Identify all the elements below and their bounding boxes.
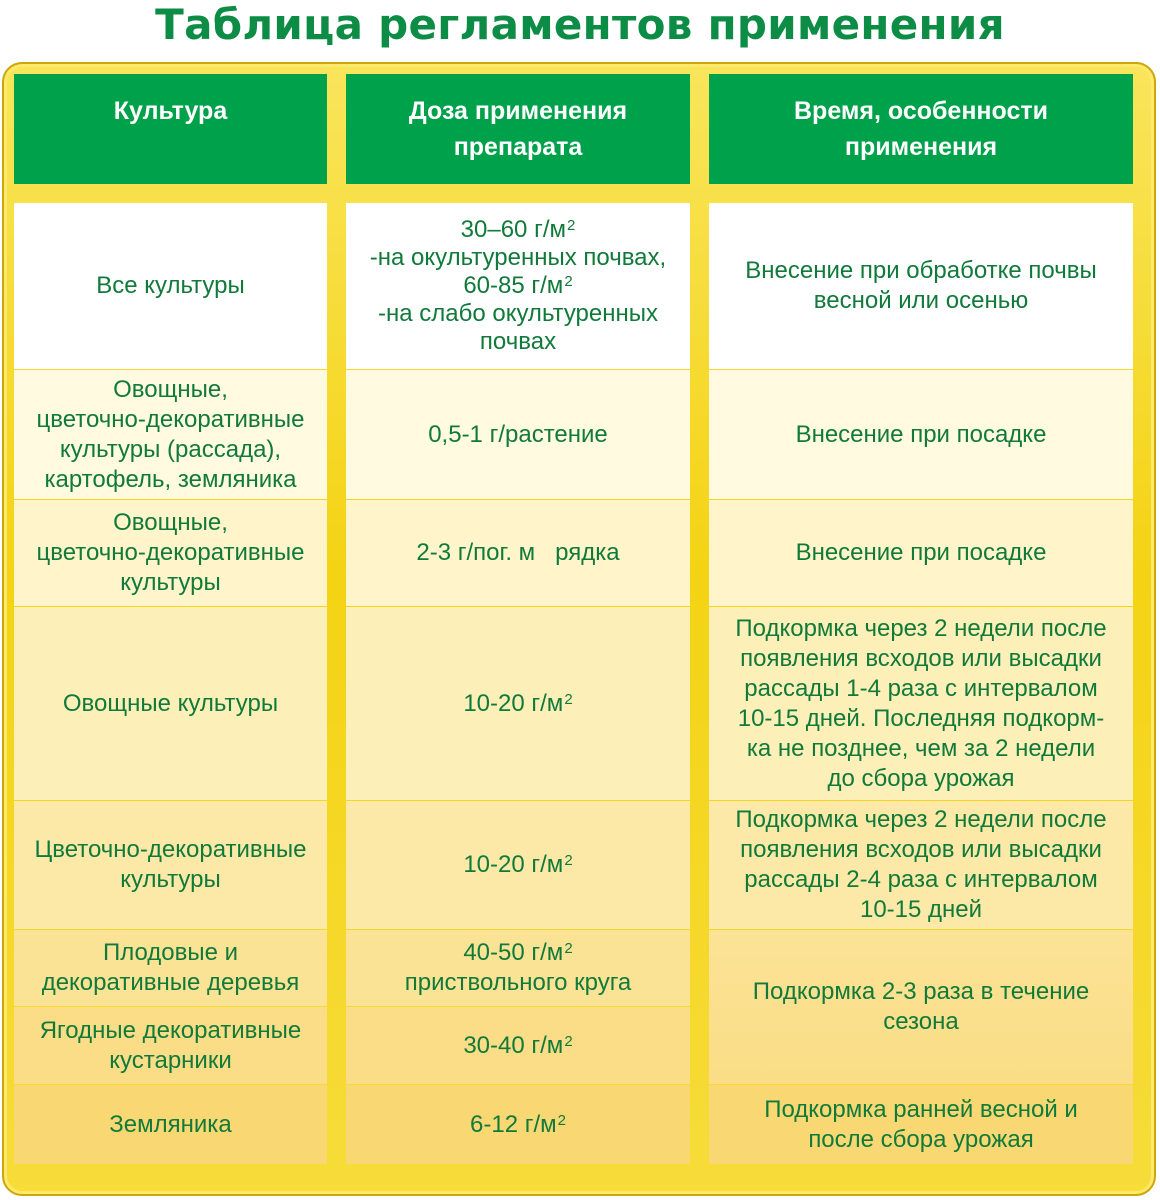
cell-line: 10-15 дней. Последняя подкорм- bbox=[737, 704, 1105, 732]
cell-line: Внесение при посадке bbox=[795, 539, 1047, 566]
header-dose bbox=[346, 74, 690, 184]
cell-time-seedlings bbox=[709, 370, 1133, 499]
cell-line: почвах bbox=[479, 328, 557, 355]
header-culture bbox=[14, 74, 327, 184]
cell-time-trees-shrubs bbox=[709, 930, 1133, 1084]
cell-culture-shrubs bbox=[14, 1007, 327, 1084]
cell-line: Внесение при посадке bbox=[795, 420, 1047, 448]
cell-dose-flowers bbox=[346, 801, 690, 929]
cell-line: Ягодные декоративные bbox=[39, 1016, 302, 1044]
cell-line: 2-3 г/пог. м рядка bbox=[416, 539, 620, 566]
cell-line: 10-15 дней bbox=[859, 896, 983, 923]
cell-dose-shrubs bbox=[346, 1007, 690, 1084]
cell-line: Цветочно-декоративные bbox=[34, 836, 307, 863]
header-line: Время, особенности bbox=[794, 97, 1048, 125]
cell-line: 10-20 $г/м^2$ bbox=[463, 689, 573, 717]
header-line: Культура bbox=[113, 97, 228, 125]
cell-line: 30–60 $г/м^2$ bbox=[460, 216, 576, 243]
cell-line: Овощные, bbox=[113, 509, 228, 536]
cell-line: рассады 1-4 раза с интервалом bbox=[744, 674, 1098, 702]
cell-line: Подкормка 2-3 раза в течение bbox=[752, 978, 1090, 1005]
cell-line: цветочно-декоративные bbox=[36, 539, 305, 566]
cell-line: цветочно-декоративные bbox=[36, 405, 305, 433]
cell-line: Подкормка через 2 недели после bbox=[735, 806, 1107, 833]
cell-line: 30-40 $г/м^2$ bbox=[463, 1031, 573, 1059]
cell-line: Земляника bbox=[109, 1110, 232, 1138]
cell-culture-seedlings bbox=[14, 370, 327, 499]
cell-line: появления всходов или высадки bbox=[740, 836, 1102, 863]
cell-culture-strawberry bbox=[14, 1085, 327, 1164]
cell-line: после сбора урожая bbox=[808, 1125, 1034, 1153]
cell-line: ка не позднее, чем за 2 недели bbox=[746, 734, 1096, 762]
cell-dose-seedlings bbox=[346, 370, 690, 499]
cell-line: Подкормка через 2 недели после bbox=[735, 614, 1107, 642]
cell-line: картофель, земляника bbox=[44, 465, 297, 493]
cell-time-row bbox=[709, 500, 1133, 606]
cell-time-all bbox=[709, 203, 1133, 369]
cell-line: Внесение при обработке почвы bbox=[745, 257, 1097, 284]
cell-line: культуры (рассада), bbox=[59, 435, 282, 463]
cell-line: декоративные деревья bbox=[41, 969, 300, 996]
cell-dose-all bbox=[346, 203, 690, 369]
cell-line: культуры bbox=[120, 866, 221, 893]
cell-line: 10-20 $г/м^2$ bbox=[463, 851, 573, 878]
cell-culture-all bbox=[14, 203, 327, 369]
cell-line: Все культуры bbox=[96, 272, 245, 299]
cell-line: приствольного круга bbox=[404, 969, 632, 996]
cell-line: 0,5-1 г/растение bbox=[428, 420, 608, 448]
cell-line: культуры bbox=[120, 569, 221, 596]
cell-culture-vegetables bbox=[14, 607, 327, 800]
cell-line: кустарники bbox=[109, 1046, 232, 1074]
cell-line: 6-12 $г/м^2$ bbox=[470, 1110, 566, 1138]
cell-line: Подкормка ранней весной и bbox=[764, 1095, 1078, 1123]
cell-line: появления всходов или высадки bbox=[740, 644, 1102, 672]
header-time bbox=[709, 74, 1133, 184]
cell-line: -на слабо окультуренных bbox=[377, 300, 659, 327]
header-line: применения bbox=[844, 133, 998, 161]
cell-dose-vegetables bbox=[346, 607, 690, 800]
cell-time-strawberry bbox=[709, 1085, 1133, 1164]
cell-dose-trees bbox=[346, 930, 690, 1006]
cell-line: Плодовые и bbox=[102, 939, 239, 966]
cell-line: -на окультуренных почвах, bbox=[369, 244, 667, 271]
cell-line: до сбора урожая bbox=[827, 764, 1015, 792]
cell-culture-trees bbox=[14, 930, 327, 1006]
cell-line: Овощные культуры bbox=[62, 689, 279, 717]
cell-dose-row bbox=[346, 500, 690, 606]
cell-line: 40-50 $г/м^2$ bbox=[463, 939, 573, 966]
header-line: препарата bbox=[453, 133, 583, 161]
cell-time-vegetables bbox=[709, 607, 1133, 800]
page-title: Таблица регламентов применения bbox=[155, 0, 1005, 49]
cell-line: рассады 2-4 раза с интервалом bbox=[744, 866, 1098, 893]
cell-line: 60-85 $г/м^2$ bbox=[463, 272, 573, 299]
cell-line: весной или осенью bbox=[813, 287, 1029, 314]
cell-time-flowers bbox=[709, 801, 1133, 929]
cell-culture-flowers bbox=[14, 801, 327, 929]
header-line: Доза применения bbox=[408, 97, 628, 125]
cell-culture-vegetables-row bbox=[14, 500, 327, 606]
cell-line: Овощные, bbox=[113, 375, 228, 403]
cell-line: сезона bbox=[883, 1008, 959, 1035]
cell-dose-strawberry bbox=[346, 1085, 690, 1164]
